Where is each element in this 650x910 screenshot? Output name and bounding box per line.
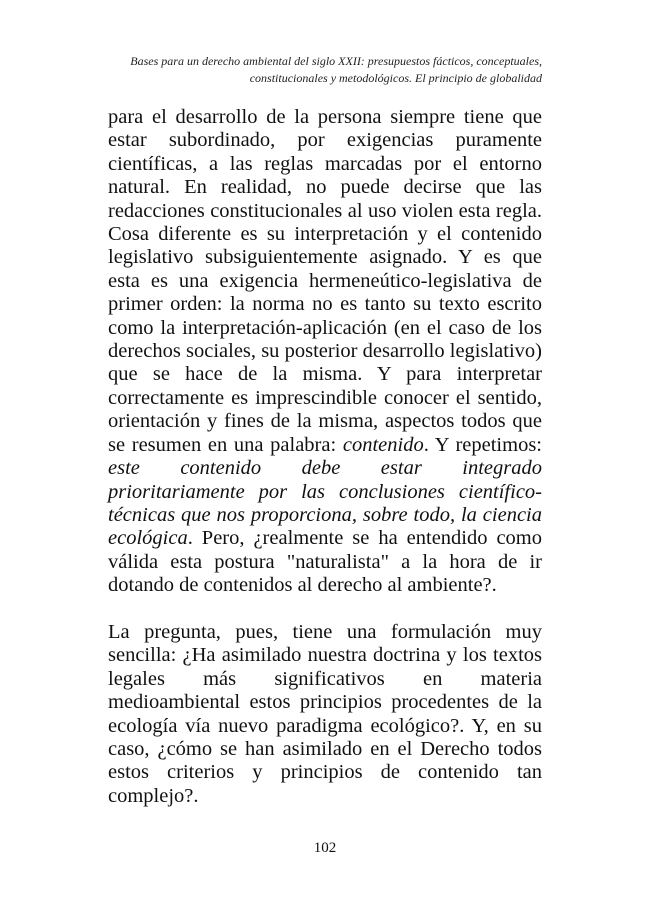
- paragraph-2: La pregunta, pues, tiene una formulación muy sencilla: ¿Ha asimilado nuestra doctrina y los textos legales más significativos en materia medioambiental estos principios procedentes de la ecología vía nuevo paradigma ecológico?. Y, en su caso, ¿cómo se han asimilado en el Derecho todos estos criterios y principios de contenido tan complejo?.: [108, 620, 542, 807]
- running-header-line-2: constitucionales y metodológicos. El principio de globalidad: [249, 71, 542, 85]
- running-header-line-1: Bases para un derecho ambiental del siglo XXII: presupuestos fácticos, conceptuales,: [130, 54, 542, 68]
- page-number: 102: [313, 840, 337, 856]
- paragraph-1: [108, 106, 542, 598]
- running-header: [72, 53, 542, 87]
- emphasis-quote: este contenido debe estar integrado prioritariamente por las conclusiones científico-técnicas que nos proporciona, sobre todo, la ciencia ecológica: [108, 457, 542, 550]
- paragraph-1-text-c: . Pero, ¿realmente se ha entendido como válida esta postura "naturalista" a la hora de ir dotando de contenidos al derecho al ambiente?.: [108, 527, 542, 597]
- emphasis-contenido: contenido: [342, 433, 424, 456]
- paragraph-1-text-b: . Y repetimos:: [423, 433, 542, 456]
- body-text: [108, 106, 542, 808]
- paragraph-1-text-a: para el desarrollo de la persona siempre tiene que estar subordinado, por exigencias puramente científicas, a las reglas marcadas por el entorno natural. En realidad, no puede decirse que las redacciones constitucionales al uso violen esta regla. Cosa diferente es su interpretación y el contenido legislativo subsiguientemente asignado. Y es que esta es una exigencia hermeneútico-legislativa de primer orden: la norma no es tanto su texto escrito como la interpretación-aplicación (en el caso de los derechos sociales, su posterior desarrollo legislativo) que se hace de la misma. Y para interpretar correctamente es imprescindible conocer el sentido, orientación y fines de la misma, aspectos todos que se resumen en una palabra:: [108, 106, 542, 456]
